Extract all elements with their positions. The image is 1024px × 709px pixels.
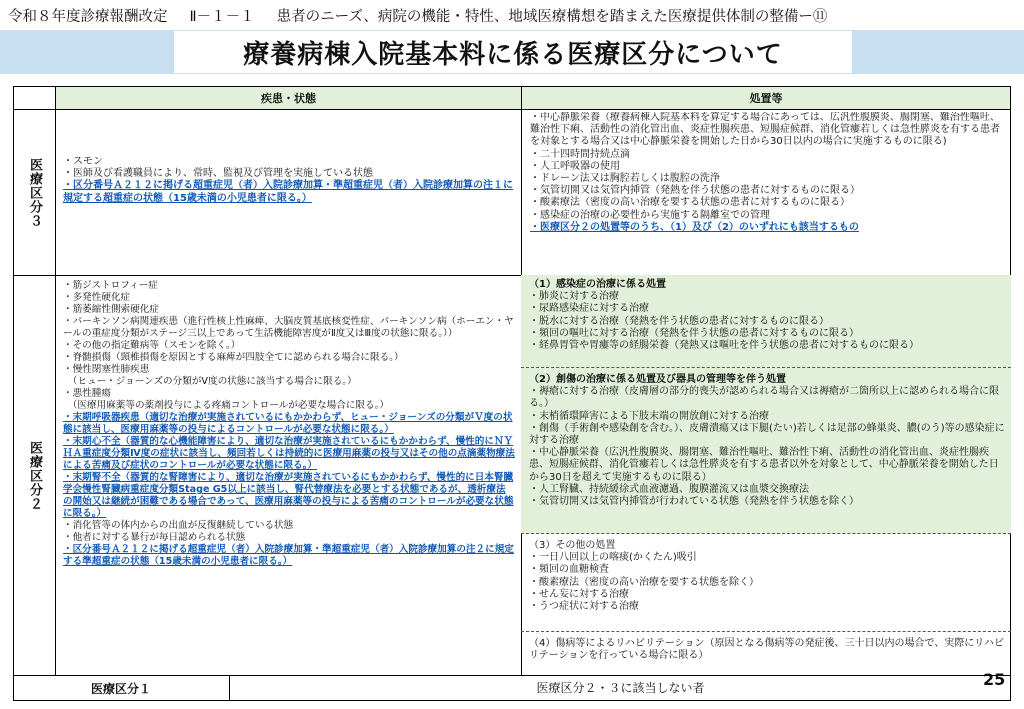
slide-header bbox=[8, 5, 1018, 29]
row2-disease-item: ・悪性腫瘍 bbox=[63, 388, 111, 399]
topic-label: 患者のニーズ、病院の機能・特性、地域医療構想を踏まえた医療提供体制の整備ー⑪ bbox=[276, 9, 828, 25]
row2-label: 医療区分２ bbox=[27, 440, 42, 511]
treatment-3-item: ・頻回の血糖検査 bbox=[529, 564, 609, 576]
column-header-treatment: 処置等 bbox=[521, 86, 1011, 110]
treatment-3-heading: （3）その他の処置 bbox=[529, 540, 616, 551]
treatment-1-item: ・肺炎に対する治療 bbox=[529, 291, 619, 303]
treatment-2-item: ・褥瘡に対する治療（皮膚層の部分的喪失が認められる場合又は褥瘡が二箇所以上に認められる場合に限る。） bbox=[529, 386, 999, 410]
treatment-1-item: ・経鼻胃管や胃瘻等の経腸栄養（発熱又は嘔吐を伴う状態の患者に対するものに限る） bbox=[529, 340, 919, 352]
treatment-2-item: ・人工腎臓、持続緩徐式血液濾過、腹膜灌流又は血漿交換療法 bbox=[529, 483, 809, 495]
row3-disease-item: ・区分番号Ａ２１２に掲げる超重症児（者）入院診療加算・準超重症児（者）入院診療加算の注１に規定する超重症の状態（15歳未満の小児患者に限る。） bbox=[63, 180, 513, 204]
row2-label-wrap bbox=[13, 275, 56, 676]
row3-treatment-item: ・人工呼吸器の使用 bbox=[530, 160, 620, 172]
row2-disease-item: ・区分番号Ａ２１２に掲げる超重症児（者）入院診療加算・準超重症児（者）入院診療加算の注２に規定する準超重症の状態（15歳未満の小児患者に限る。） bbox=[63, 544, 514, 567]
row2-disease-item: ・パーキンソン病関連疾患（進行性核上性麻痺、大脳皮質基底核変性症、パーキンソン病（ホーエン・ヤールの重症度分類がステージ三以上であって生活機能障害度がⅡ度又はⅢ度の状態に限る。）） bbox=[63, 316, 514, 339]
revision-label: 令和８年度診療報酬改定 bbox=[8, 9, 168, 25]
row1-label-cell bbox=[13, 675, 230, 701]
row3-treatment-item: ・気管切開又は気管内挿管（発熱を伴う状態の患者に対するものに限る） bbox=[530, 185, 860, 197]
treatment-2-heading: （2）創傷の治療に係る処置及び器具の管理等を伴う処置 bbox=[529, 374, 786, 385]
treatment-block-1 bbox=[521, 275, 1011, 368]
row2-disease-item: ・消化管等の体内からの出血が反復継続している状態 bbox=[63, 520, 294, 531]
treatment-2-item: ・末梢循環障害による下肢末端の開放創に対する治療 bbox=[529, 410, 769, 422]
treatment-1-heading: （1）感染症の治療に係る処置 bbox=[529, 279, 666, 290]
row2-disease-item: （ヒュー・ジョーンズの分類がⅤ度の状態に該当する場合に限る。） bbox=[63, 376, 357, 387]
row3-treatment-item: ・酸素療法（密度の高い治療を要する状態の患者に対するものに限る） bbox=[530, 197, 850, 209]
row2-disease-item: ・筋ジストロフィー症 bbox=[63, 280, 158, 291]
row1-text-cell bbox=[230, 675, 1011, 701]
row3-treatment-item: ・ドレーン法又は胸腔若しくは腹腔の洗浄 bbox=[530, 173, 720, 185]
treatment-3-item: ・せん妄に対する治療 bbox=[529, 588, 629, 600]
corner-cell bbox=[13, 86, 56, 110]
column-header-disease: 疾患・状態 bbox=[55, 86, 522, 110]
row2-disease-item: ・末期腎不全（器質的な腎障害により、適切な治療が実施されているにもかかわらず、慢性的に日本腎臓学会慢性腎臓病重症度分類Stage G5以上に該当し、腎代替療法を必要とする状態であるが、透析療法の開始又は継続が困難である場合であって、医療用麻薬等の投与による苦痛のコントロールが必要な状態に限る。） bbox=[63, 472, 514, 519]
page-title: 療養病棟入院基本料に係る医療区分について bbox=[243, 39, 783, 70]
row3-disease-item: ・医師及び看護職員により、常時、監視及び管理を実施している状態 bbox=[63, 168, 373, 180]
row3-treatment-item: ・医療区分２の処置等のうち、（1）及び（2）のいずれにも該当するもの bbox=[530, 221, 859, 233]
row3-disease-list bbox=[63, 156, 513, 274]
treatment-4-text: （4）傷病等によるリハビリテーション（原因となる傷病等の発症後、三十日以内の場合で、実際にリハビリテーションを行っている場合に限る） bbox=[529, 638, 1004, 662]
row2-disease-list bbox=[63, 280, 515, 674]
row2-disease-item: ・脊髄損傷（頸椎損傷を原因とする麻痺が四肢全てに認められる場合に限る。） bbox=[63, 352, 404, 363]
treatment-1-item: ・尿路感染症に対する治療 bbox=[529, 303, 649, 315]
section-number: Ⅱ－１－１ bbox=[189, 9, 255, 25]
row3-label: 医療区分３ bbox=[27, 157, 42, 228]
row3-label-wrap bbox=[13, 109, 56, 276]
row1-label: 医療区分１ bbox=[90, 681, 151, 696]
row3-treatment-item: ・中心静脈栄養（療養病棟入院基本料を算定する場合にあっては、広汎性腹膜炎、腸閉塞、難治性嘔吐、難治性下痢、活動性の消化管出血、炎症性腸疾患、短腸症候群、消化管瘻若しくは急性膵炎を有する患者を対象とする場合又は中心静脈栄養を開始した日から30日以内の場合に実施するものに限る) bbox=[530, 112, 1000, 148]
treatment-2-item: ・創傷（手術創や感染創を含む。）、皮膚潰瘍又は下腿(たい)若しくは足部の蜂巣炎、膿(のう)等の感染症に対する治療 bbox=[529, 422, 1005, 447]
row2-disease-item: ・末期呼吸器疾患（適切な治療が実施されているにもかかわらず、ヒュー・ジョーンズの分類がＶ度の状態に該当し、医療用麻薬等の投与によるコントロールが必要な状態に限る。） bbox=[63, 412, 513, 435]
row2-disease-item: ・その他の指定難病等（スモンを除く。） bbox=[63, 340, 241, 351]
treatment-block-3 bbox=[521, 534, 1011, 632]
row3-disease-item: ・スモン bbox=[63, 156, 103, 167]
treatment-1-item: ・頻回の嘔吐に対する治療（発熱を伴う状態の患者に対するものに限る） bbox=[529, 327, 859, 339]
title-box bbox=[174, 31, 852, 73]
treatment-2-item: ・中心静脈栄養（広汎性腹膜炎、腸閉塞、難治性嘔吐、難治性下痢、活動性の消化管出血、炎症性腸疾患、短腸症候群、消化管瘻若しくは急性膵炎を有する患者以外を対象として、中心静脈栄養を開始した日から30日を超えて実施するものに限る） bbox=[529, 447, 999, 483]
row2-disease-item: ・慢性閉塞性肺疾患 bbox=[63, 364, 150, 375]
row2-disease-item: ・末期心不全（器質的な心機能障害により、適切な治療が実施されているにもかかわらず、慢性的にＮＹＨＡ重症度分類Ⅳ度の症状に該当し、頻回若しくは持続的に医療用麻薬の投与又はその他の点滴薬物療法による苦痛及び症状のコントロールが必要な状態に限る。） bbox=[63, 436, 515, 471]
row1-text: 医療区分２・３に該当しない者 bbox=[536, 680, 705, 695]
row3-treatment-item: ・感染症の治療の必要性から実施する隔離室での管理 bbox=[530, 209, 770, 221]
row2-disease-item: ・筋萎縮性側索硬化症 bbox=[63, 304, 159, 315]
row2-disease-item: ・多発性硬化症 bbox=[63, 292, 131, 303]
treatment-3-item: ・うつ症状に対する治療 bbox=[529, 601, 639, 613]
row3-treatment-list bbox=[530, 112, 1005, 274]
row2-disease-item: （医療用麻薬等の薬剤投与による疼痛コントロールが必要な場合に限る。） bbox=[63, 400, 389, 411]
treatment-3-item: ・酸素療法（密度の高い治療を要する状態を除く） bbox=[529, 576, 759, 588]
treatment-1-item: ・脱水に対する治療（発熱を伴う状態の患者に対するものに限る） bbox=[529, 315, 829, 327]
treatment-block-2 bbox=[521, 368, 1011, 534]
page-number: 25 bbox=[983, 670, 1006, 689]
treatment-2-item: ・気管切開又は気管内挿管が行われている状態（発熱を伴う状態を除く） bbox=[529, 496, 859, 508]
row3-treatment-item: ・二十四時間持続点滴 bbox=[530, 148, 630, 160]
row2-disease-item: ・他者に対する暴行が毎日認められる状態 bbox=[63, 532, 246, 543]
treatment-3-item: ・一日八回以上の喀痰(かくたん)吸引 bbox=[529, 552, 697, 564]
treatment-block-4 bbox=[521, 632, 1011, 676]
